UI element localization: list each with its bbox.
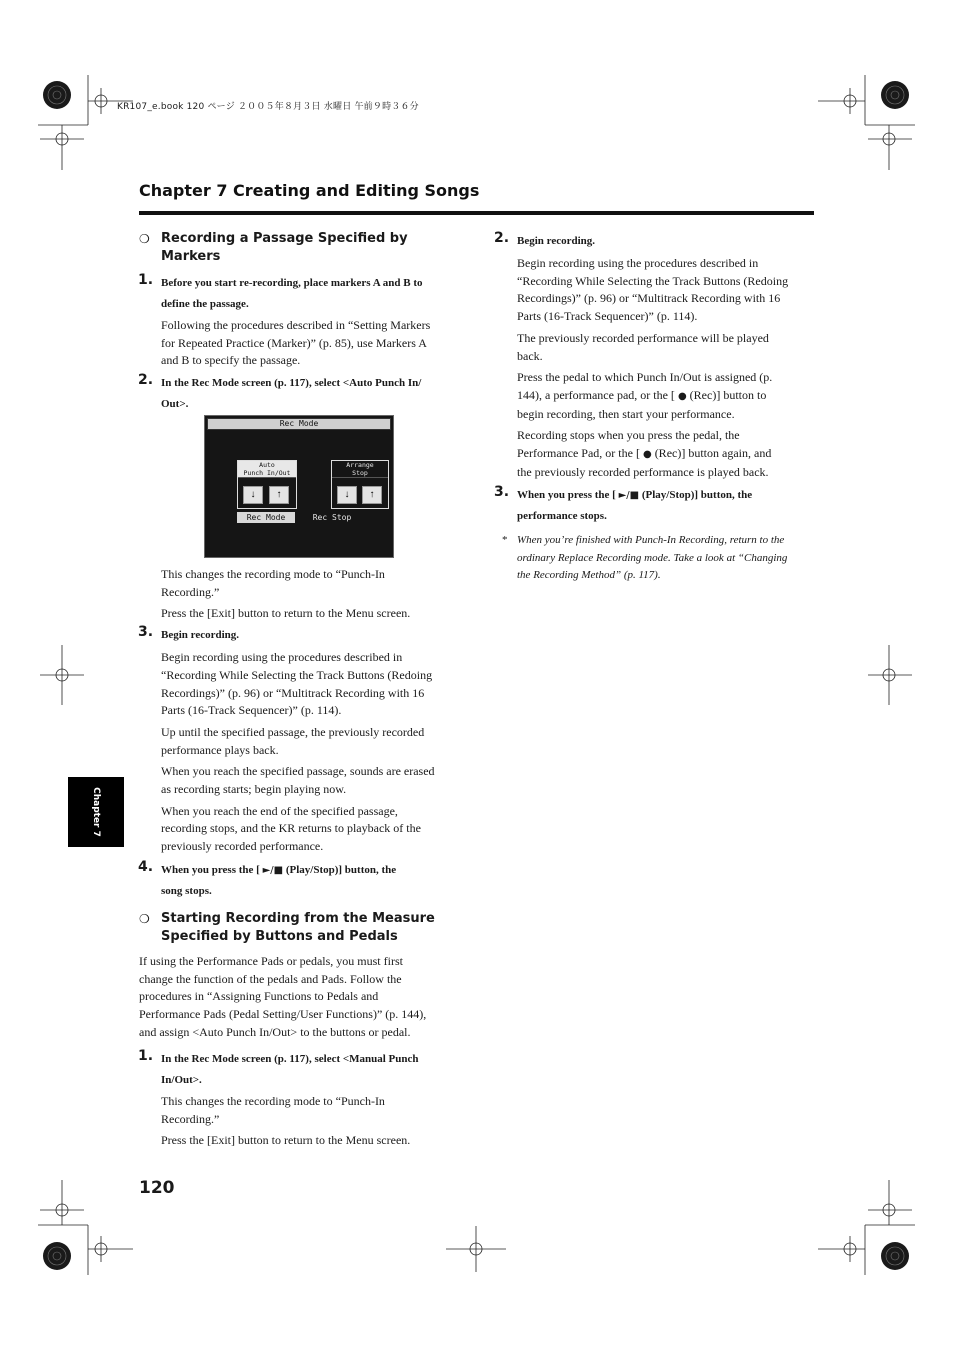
- step-1-body: Following the procedures described in “Setting Markers for Repeated Practice (Marker)” (p. 85), use Markers A and B to specify the passage.: [161, 318, 431, 368]
- left-column: [138, 230, 461, 415]
- step-3: 3. When you press the [ ►/■ (Play/Stop)] button, the performance stops.: [494, 484, 753, 523]
- play-stop-icon: ►/■: [618, 490, 640, 502]
- section-heading: ❍ Recording a Passage Specified by Markers: [139, 231, 408, 264]
- arrange-stop-box: Arrange Stop ↓ ↑: [331, 460, 389, 509]
- step-1-body: This changes the recording mode to “Punch-In Recording.”: [161, 1094, 385, 1126]
- step-2-para-3: Press the pedal to which Punch In/Out is assigned (p. 144), a performance pad, or the [ ● (Rec)] button to begin recording, then start your performance.: [517, 370, 773, 421]
- step-3-para-2: Up until the specified passage, the previously recorded performance plays back.: [161, 724, 425, 757]
- step-3: 3. Begin recording.: [138, 624, 240, 642]
- rec-mode-screen: [204, 415, 394, 558]
- finish-note: * When you’re finished with Punch-In Recording, return to the ordinary Replace Recording mode. Take a look at “Changing the Recording Method” (p. 117).: [502, 534, 788, 582]
- rec-dot-icon: ●: [677, 390, 687, 402]
- chapter-title: Chapter 7 Creating and Editing Songs: [139, 181, 480, 200]
- step-3-para-1: Begin recording using the procedures described in “Recording While Selecting the Track Buttons (Redoing Recordings)” (p. 96) or “Multitrack Recording with 16 Parts (16-Track Sequencer)” (p. 114).: [161, 650, 433, 718]
- step-3-para-3: When you reach the specified passage, sounds are erased as recording starts; begin playing now.: [161, 764, 435, 797]
- step-2-para-4: Recording stops when you press the pedal, the Performance Pad, or the [ ● (Rec)] button again, and the previously recorded performance is played back.: [517, 428, 772, 479]
- up-arrow-button[interactable]: ↑: [362, 486, 382, 504]
- step-2: 2. In the Rec Mode screen (p. 117), select <Auto Punch In/ Out>.: [138, 372, 422, 411]
- section-2-intro: If using the Performance Pads or pedals, you must first change the function of the pedals and Pads. Follow the procedures in “Assigning Functions to Pedals and Performance Pads (Pedal Setting/User Functions)” (p. 144), and assign <Auto Punch In/Out> to the buttons or pedal.: [139, 954, 427, 1039]
- play-stop-icon: ►/■: [262, 864, 284, 876]
- step-2-para-2: The previously recorded performance will be played back.: [517, 330, 769, 363]
- step-3-para-4: When you reach the end of the specified passage, recording stops, and the KR returns to playback of the previously recorded performance.: [161, 803, 421, 854]
- step-1: 1. Before you start re-recording, place markers A and B to define the passage.: [138, 272, 423, 310]
- step-4: 4. When you press the [ ►/■ (Play/Stop)] button, the song stops.: [138, 858, 397, 897]
- section-heading: ❍ Starting Recording from the Measure Specified by Buttons and Pedals: [139, 910, 435, 944]
- softkey-rec-stop[interactable]: Rec Stop: [312, 513, 352, 522]
- exit-note: Press the [Exit] button to return to the Menu screen.: [161, 606, 411, 621]
- bullet-icon: ❍: [139, 911, 150, 926]
- chapter-rule: [139, 211, 814, 215]
- step-2-para-1: Begin recording using the procedures described in “Recording While Selecting the Track Buttons (Redoing Recordings)” (p. 96) or “Multitrack Recording with 16 Parts (16-Track Sequencer)” (p. 114).: [517, 256, 789, 324]
- section-2-steps: [138, 1048, 461, 1150]
- rec-dot-icon: ●: [642, 449, 652, 461]
- down-arrow-button[interactable]: ↓: [337, 486, 357, 504]
- bullet-icon: ❍: [139, 232, 150, 246]
- step-2: 2. Begin recording.: [494, 230, 596, 247]
- file-info-header: KR107_e.book 120 ページ ２００５年８月３日 水曜日 午前９時３６分: [117, 102, 419, 112]
- left-column-continued: [138, 566, 461, 946]
- auto-punch-box: Auto Punch In/Out ↓ ↑: [237, 460, 297, 509]
- down-arrow-button[interactable]: ↓: [243, 486, 263, 504]
- up-arrow-button[interactable]: ↑: [269, 486, 289, 504]
- exit-note: Press the [Exit] button to return to the Menu screen.: [161, 1133, 411, 1148]
- softkey-rec-mode[interactable]: Rec Mode: [237, 512, 295, 523]
- right-column: [494, 230, 817, 585]
- chapter-tab: Chapter 7: [68, 777, 124, 847]
- screen-title: Rec Mode: [207, 418, 391, 430]
- page-number: 120: [139, 1178, 175, 1198]
- mode-change-note: This changes the recording mode to “Punch-In Recording.”: [161, 567, 385, 599]
- note-asterisk: *: [502, 534, 508, 547]
- step-1: 1. In the Rec Mode screen (p. 117), select <Manual Punch In/Out>.: [138, 1048, 419, 1086]
